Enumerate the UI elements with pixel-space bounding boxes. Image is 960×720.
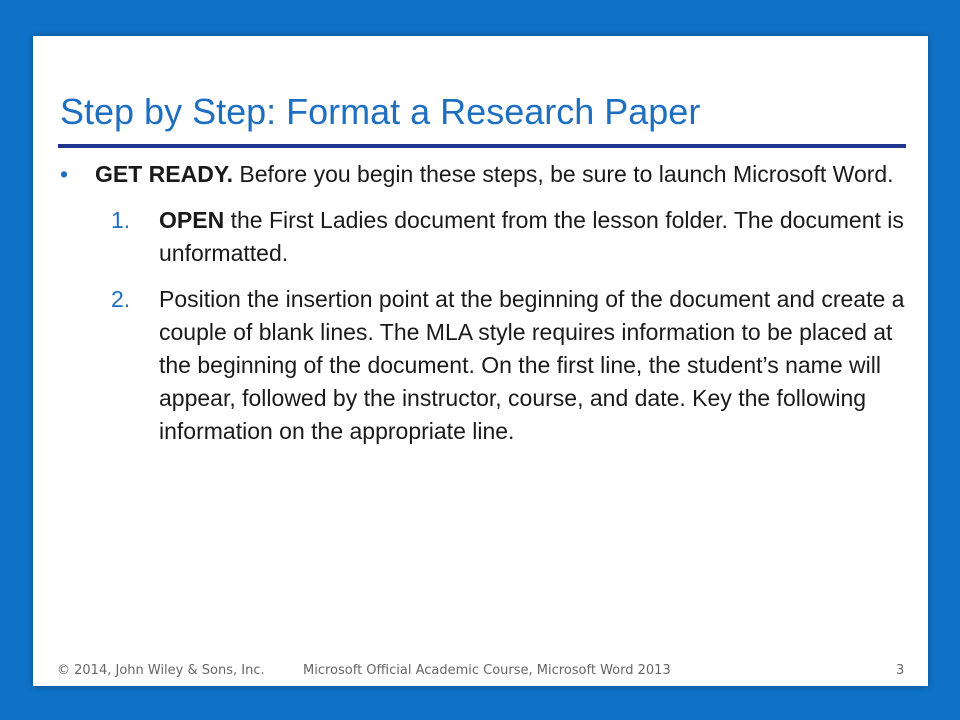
footer-course: Microsoft Official Academic Course, Microsoft Word 2013 (303, 663, 671, 678)
bullet-item (58, 158, 908, 191)
step-text: Position the insertion point at the beginning of the document and create a couple of blank lines. The MLA style requires information to be placed at the beginning of the document. On the first line, the student’s name will appear, followed by the instructor, course, and date. Key the following information on the appropriate line. (159, 286, 905, 444)
step-number: 1. (111, 207, 131, 233)
bullet-marker: • (60, 161, 69, 187)
step-text: the First Ladies document from the lesson folder. The document is unformatted. (159, 207, 904, 266)
step-item-2 (58, 283, 908, 448)
bullet-lead: GET READY. (95, 161, 234, 187)
footer-page-number: 3 (896, 663, 905, 678)
title-divider (58, 144, 906, 148)
slide (33, 36, 928, 686)
bullet-text: Before you begin these steps, be sure to launch Microsoft Word. (233, 161, 894, 187)
footer-copyright: © 2014, John Wiley & Sons, Inc. (57, 663, 265, 678)
step-lead: OPEN (159, 207, 225, 233)
slide-title: Step by Step: Format a Research Paper (60, 91, 701, 132)
slide-content (58, 158, 908, 461)
step-item-1 (58, 204, 908, 270)
step-number: 2. (111, 286, 131, 312)
